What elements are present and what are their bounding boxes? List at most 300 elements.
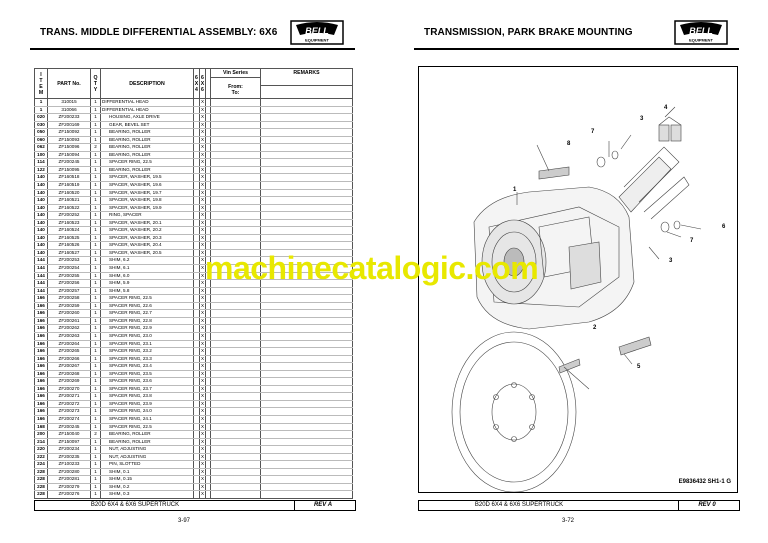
qty-cell: 1 (91, 280, 101, 288)
item-cell: 1 (35, 99, 48, 107)
item-cell: 166 (35, 302, 48, 310)
6x4-header: 6 X 4 (194, 69, 200, 99)
description-cell: SPACER RING, 23.0 (101, 332, 194, 340)
description-cell: SPACER, WASHER, 19.9 (101, 204, 194, 212)
item-cell: 166 (35, 325, 48, 333)
callout-8: 8 (567, 141, 571, 147)
table-row (35, 408, 353, 416)
remarks-cell (261, 106, 353, 114)
item-cell: 140 (35, 204, 48, 212)
remarks-cell (261, 400, 353, 408)
footer-bar (418, 500, 740, 511)
item-cell: 140 (35, 249, 48, 257)
title-rule (30, 48, 355, 50)
part-number-cell: ZF200266 (48, 355, 91, 363)
qty-cell: 1 (91, 174, 101, 182)
description-cell: GEAR, BEVEL SET (101, 121, 194, 129)
description-cell: SPACER, WASHER, 19.6 (101, 182, 194, 190)
table-row (35, 182, 353, 190)
item-cell: 140 (35, 234, 48, 242)
6x6-cell: X (200, 476, 206, 484)
part-number-cell: ZF200261 (48, 317, 91, 325)
vin-cell (211, 242, 261, 250)
qty-cell: 1 (91, 476, 101, 484)
vin-cell (211, 287, 261, 295)
vin-cell (211, 189, 261, 197)
callout-5: 5 (637, 364, 641, 370)
remarks-cell (261, 423, 353, 431)
table-row (35, 197, 353, 205)
vin-cell (211, 483, 261, 491)
vin-cell (211, 227, 261, 235)
description-cell: SPACER RING, 22.5 (101, 159, 194, 167)
qty-cell: 1 (91, 204, 101, 212)
item-cell: 140 (35, 189, 48, 197)
table-row (35, 378, 353, 386)
footer-model: B20D 6X4 & 6X6 SUPERTRUCK (474, 502, 564, 508)
vin-cell (211, 310, 261, 318)
vin-cell (211, 453, 261, 461)
remarks-cell (261, 310, 353, 318)
6x6-cell: X (200, 325, 206, 333)
part-number-cell: ZF200276 (48, 491, 91, 499)
description-cell: SHIM, 6.0 (101, 272, 194, 280)
remarks-cell (261, 114, 353, 122)
remarks-cell (261, 189, 353, 197)
item-cell: 140 (35, 227, 48, 235)
qty-header: Q T Y (91, 69, 101, 99)
remarks-cell (261, 212, 353, 220)
callout-7b: 7 (690, 238, 694, 244)
remarks-cell (261, 234, 353, 242)
table-row (35, 219, 353, 227)
description-cell: NUT, ADJUSTING (101, 453, 194, 461)
remarks-cell (261, 144, 353, 152)
item-cell: 144 (35, 265, 48, 273)
description-cell: SPACER, WASHER, 19.5 (101, 174, 194, 182)
vin-cell (211, 431, 261, 439)
vin-cell (211, 317, 261, 325)
vin-cell (211, 151, 261, 159)
part-number-cell: ZF150097 (48, 438, 91, 446)
qty-cell: 1 (91, 182, 101, 190)
item-cell: 140 (35, 212, 48, 220)
bell-logo (674, 20, 728, 45)
part-number-cell: ZF200234 (48, 446, 91, 454)
item-cell: 140 (35, 182, 48, 190)
table-row (35, 144, 353, 152)
qty-cell: 1 (91, 166, 101, 174)
6x6-cell: X (200, 280, 206, 288)
6x6-cell: X (200, 385, 206, 393)
footer-rev: REV A (294, 501, 351, 510)
6x6-cell: X (200, 348, 206, 356)
6x6-cell: X (200, 197, 206, 205)
vin-cell (211, 348, 261, 356)
description-cell: NUT, ADJUSTING (101, 446, 194, 454)
footer-bar (34, 500, 356, 511)
callout-3: 3 (640, 116, 644, 122)
remarks-cell (261, 408, 353, 416)
remarks-cell (261, 219, 353, 227)
6x6-cell: X (200, 438, 206, 446)
vin-cell (211, 234, 261, 242)
table-row (35, 174, 353, 182)
qty-cell: 1 (91, 393, 101, 401)
remarks-cell (261, 385, 353, 393)
part-number-cell: ZF200257 (48, 287, 91, 295)
item-cell: 166 (35, 408, 48, 416)
vin-cell (211, 106, 261, 114)
page-number: 3-72 (561, 518, 574, 524)
qty-cell: 1 (91, 378, 101, 386)
table-row (35, 332, 353, 340)
callout-7: 7 (591, 129, 595, 135)
part-number-cell: ZF160521 (48, 197, 91, 205)
6x6-cell: X (200, 468, 206, 476)
description-cell: BEARING, ROLLER (101, 129, 194, 137)
page-number: 3-97 (177, 518, 190, 524)
table-row (35, 287, 353, 295)
vin-series-header (211, 69, 261, 99)
description-cell: SPACER, WASHER, 20.1 (101, 219, 194, 227)
qty-cell: 1 (91, 136, 101, 144)
description-cell: RING, SPACER (101, 212, 194, 220)
description-cell: SPACER RING, 22.5 (101, 423, 194, 431)
qty-cell: 1 (91, 348, 101, 356)
callout-1: 1 (513, 187, 517, 193)
6x6-cell: X (200, 295, 206, 303)
vin-cell (211, 159, 261, 167)
part-number-cell: ZF200256 (48, 280, 91, 288)
description-cell: BEARING, ROLLER (101, 151, 194, 159)
remarks-cell (261, 363, 353, 371)
description-cell: BEARING, ROLLER (101, 136, 194, 144)
vin-cell (211, 174, 261, 182)
6x6-cell: X (200, 378, 206, 386)
description-cell: SPACER RING, 23.8 (101, 393, 194, 401)
item-cell: 1 (35, 106, 48, 114)
6x6-cell: X (200, 461, 206, 469)
qty-cell: 1 (91, 325, 101, 333)
logo-text: BELL (305, 26, 329, 36)
item-cell: 224 (35, 461, 48, 469)
part-number-cell: ZF160525 (48, 234, 91, 242)
description-cell: SPACER, WASHER, 20.5 (101, 249, 194, 257)
item-cell: 122 (35, 166, 48, 174)
6x6-cell: X (200, 453, 206, 461)
vin-cell (211, 197, 261, 205)
remarks-cell (261, 491, 353, 499)
6x6-cell: X (200, 370, 206, 378)
brake-disc (452, 332, 576, 492)
description-cell: SPACER RING, 22.5 (101, 295, 194, 303)
table-row (35, 310, 353, 318)
table-row (35, 114, 353, 122)
6x6-cell: X (200, 204, 206, 212)
table-row (35, 340, 353, 348)
6x6-cell: X (200, 99, 206, 107)
table-row (35, 159, 353, 167)
part-number-cell: ZF200279 (48, 483, 91, 491)
vin-cell (211, 136, 261, 144)
6x6-cell: X (200, 182, 206, 190)
description-cell: SHIM, 0.1 (101, 468, 194, 476)
item-cell: 214 (35, 438, 48, 446)
remarks-cell (261, 325, 353, 333)
item-cell: 166 (35, 370, 48, 378)
item-cell: 200 (35, 431, 48, 439)
description-cell: BEARING, ROLLER (101, 431, 194, 439)
qty-cell: 1 (91, 453, 101, 461)
remarks-cell (261, 287, 353, 295)
table-row (35, 189, 353, 197)
vin-cell (211, 129, 261, 137)
table-row (35, 385, 353, 393)
qty-cell: 1 (91, 249, 101, 257)
item-cell: 222 (35, 453, 48, 461)
remarks-cell (261, 393, 353, 401)
table-row (35, 476, 353, 484)
vin-cell (211, 212, 261, 220)
6x6-cell: X (200, 272, 206, 280)
part-number-cell: ZF200169 (48, 121, 91, 129)
qty-cell: 1 (91, 189, 101, 197)
vin-cell (211, 408, 261, 416)
remarks-cell (261, 468, 353, 476)
remarks-cell (261, 295, 353, 303)
qty-cell: 1 (91, 197, 101, 205)
part-number-cell: ZF160520 (48, 189, 91, 197)
part-number-cell: ZF200233 (48, 114, 91, 122)
description-cell: SPACER, WASHER, 20.4 (101, 242, 194, 250)
part-number-cell: ZF150093 (48, 136, 91, 144)
table-row (35, 453, 353, 461)
remarks-cell (261, 461, 353, 469)
item-cell: 166 (35, 385, 48, 393)
remarks-cell (261, 174, 353, 182)
item-cell: 166 (35, 332, 48, 340)
description-cell: SHIM, 5.8 (101, 287, 194, 295)
part-number-cell: ZF160524 (48, 227, 91, 235)
part-number-cell: ZF200281 (48, 476, 91, 484)
description-cell: SHIM, 6.1 (101, 265, 194, 273)
qty-cell: 1 (91, 302, 101, 310)
description-cell: BEARING, ROLLER (101, 166, 194, 174)
description-cell: SHIM, 0.3 (101, 491, 194, 499)
description-cell: BEARING, ROLLER (101, 144, 194, 152)
description-cell: SPACER RING, 24.0 (101, 408, 194, 416)
6x6-cell: X (200, 212, 206, 220)
callout-3b: 3 (669, 258, 673, 264)
qty-cell: 1 (91, 151, 101, 159)
6x6-header: 6 X 6 (200, 69, 206, 99)
description-cell: DIFFERENTIAL HEAD (101, 99, 194, 107)
qty-cell: 1 (91, 287, 101, 295)
6x6-cell: X (200, 106, 206, 114)
remarks-cell (261, 242, 353, 250)
description-cell: SPACER RING, 23.9 (101, 400, 194, 408)
remarks-cell (261, 317, 353, 325)
item-cell: 166 (35, 348, 48, 356)
part-number-cell: ZF150095 (48, 166, 91, 174)
remarks-cell (261, 453, 353, 461)
remarks-cell (261, 483, 353, 491)
table-row (35, 400, 353, 408)
part-number-cell: ZF200245 (48, 423, 91, 431)
callout-4: 4 (664, 105, 668, 111)
vin-cell (211, 415, 261, 423)
part-number-cell: ZF150092 (48, 129, 91, 137)
qty-cell: 2 (91, 144, 101, 152)
item-cell: 060 (35, 136, 48, 144)
vin-series-label: Vin Series (211, 69, 260, 78)
item-cell: 228 (35, 483, 48, 491)
description-cell: SPACER, WASHER, 19.8 (101, 197, 194, 205)
qty-cell: 1 (91, 295, 101, 303)
item-cell: 220 (35, 446, 48, 454)
callout-6: 6 (722, 224, 726, 230)
page-title: TRANS. MIDDLE DIFFERENTIAL ASSEMBLY: 6X6 (40, 27, 278, 38)
remarks-cell (261, 227, 353, 235)
logo-text: BELL (689, 26, 713, 36)
6x6-cell: X (200, 174, 206, 182)
6x6-cell: X (200, 317, 206, 325)
6x6-cell: X (200, 242, 206, 250)
vin-cell (211, 144, 261, 152)
description-cell: SHIM, 6.2 (101, 257, 194, 265)
table-row (35, 212, 353, 220)
6x6-cell: X (200, 129, 206, 137)
vin-cell (211, 385, 261, 393)
6x6-cell: X (200, 363, 206, 371)
part-number-cell: ZF160526 (48, 242, 91, 250)
qty-cell: 1 (91, 121, 101, 129)
vin-cell (211, 355, 261, 363)
6x6-cell: X (200, 136, 206, 144)
part-number-cell: 310066 (48, 106, 91, 114)
part-number-cell: ZF150040 (48, 431, 91, 439)
table-row (35, 370, 353, 378)
item-cell: 168 (35, 423, 48, 431)
description-cell: SPACER RING, 22.8 (101, 317, 194, 325)
6x6-cell: X (200, 249, 206, 257)
table-row (35, 468, 353, 476)
item-cell: 100 (35, 151, 48, 159)
item-cell: 114 (35, 159, 48, 167)
part-number-cell: ZF200263 (48, 332, 91, 340)
vin-cell (211, 491, 261, 499)
6x6-cell: X (200, 159, 206, 167)
vin-cell (211, 295, 261, 303)
item-cell: 228 (35, 491, 48, 499)
logo-subtext: EQUIPMENT (689, 37, 713, 43)
part-number-cell: ZF100233 (48, 461, 91, 469)
vin-cell (211, 204, 261, 212)
qty-cell: 1 (91, 212, 101, 220)
6x6-cell: X (200, 121, 206, 129)
remarks-cell (261, 476, 353, 484)
table-row (35, 121, 353, 129)
qty-cell: 1 (91, 415, 101, 423)
vin-cell (211, 114, 261, 122)
part-number-cell: ZF160522 (48, 204, 91, 212)
qty-cell: 1 (91, 400, 101, 408)
vin-to-label: To: (231, 90, 240, 96)
item-cell: 020 (35, 114, 48, 122)
table-row (35, 431, 353, 439)
part-number-cell: ZF200273 (48, 408, 91, 416)
remarks-cell (261, 166, 353, 174)
qty-cell: 1 (91, 468, 101, 476)
6x6-cell: X (200, 257, 206, 265)
6x6-cell: X (200, 408, 206, 416)
description-cell: SHIM, 0.2 (101, 483, 194, 491)
qty-cell: 1 (91, 438, 101, 446)
description-cell: SPACER RING, 24.1 (101, 415, 194, 423)
6x6-cell: X (200, 423, 206, 431)
part-number-cell: ZF160523 (48, 219, 91, 227)
part-number-cell: ZF160527 (48, 249, 91, 257)
qty-cell: 1 (91, 317, 101, 325)
part-number-cell: ZF200258 (48, 295, 91, 303)
qty-cell: 1 (91, 461, 101, 469)
table-row (35, 446, 353, 454)
vin-cell (211, 99, 261, 107)
vin-cell (211, 461, 261, 469)
qty-cell: 1 (91, 234, 101, 242)
qty-cell: 1 (91, 114, 101, 122)
item-cell: 144 (35, 287, 48, 295)
table-row (35, 234, 353, 242)
vin-cell (211, 423, 261, 431)
table-row (35, 393, 353, 401)
item-cell: 144 (35, 272, 48, 280)
table-row (35, 461, 353, 469)
description-cell: SPACER, WASHER, 20.3 (101, 234, 194, 242)
6x6-cell: X (200, 340, 206, 348)
qty-cell: 1 (91, 363, 101, 371)
item-cell: 228 (35, 476, 48, 484)
qty-cell: 1 (91, 227, 101, 235)
vin-cell (211, 468, 261, 476)
table-row (35, 363, 353, 371)
vin-cell (211, 182, 261, 190)
qty-cell: 1 (91, 340, 101, 348)
description-cell: SPACER, WASHER, 19.7 (101, 189, 194, 197)
part-number-cell: ZF160519 (48, 182, 91, 190)
table-row (35, 227, 353, 235)
remarks-cell (261, 348, 353, 356)
vin-cell (211, 302, 261, 310)
qty-cell: 1 (91, 491, 101, 499)
part-number-cell: ZF200235 (48, 453, 91, 461)
description-cell: DIFFERENTIAL HEAD (101, 106, 194, 114)
vin-cell (211, 476, 261, 484)
part-number-cell: ZF200274 (48, 415, 91, 423)
vin-cell (211, 166, 261, 174)
footer-rev: REV 0 (678, 501, 735, 510)
part-number-cell: ZF200264 (48, 340, 91, 348)
description-cell: SPACER RING, 23.2 (101, 348, 194, 356)
remarks-cell (261, 378, 353, 386)
6x6-cell: X (200, 189, 206, 197)
description-cell: SPACER, WASHER, 20.2 (101, 227, 194, 235)
qty-cell: 1 (91, 385, 101, 393)
description-cell: SHIM, 0.15 (101, 476, 194, 484)
remarks-cell (261, 340, 353, 348)
qty-cell: 1 (91, 483, 101, 491)
